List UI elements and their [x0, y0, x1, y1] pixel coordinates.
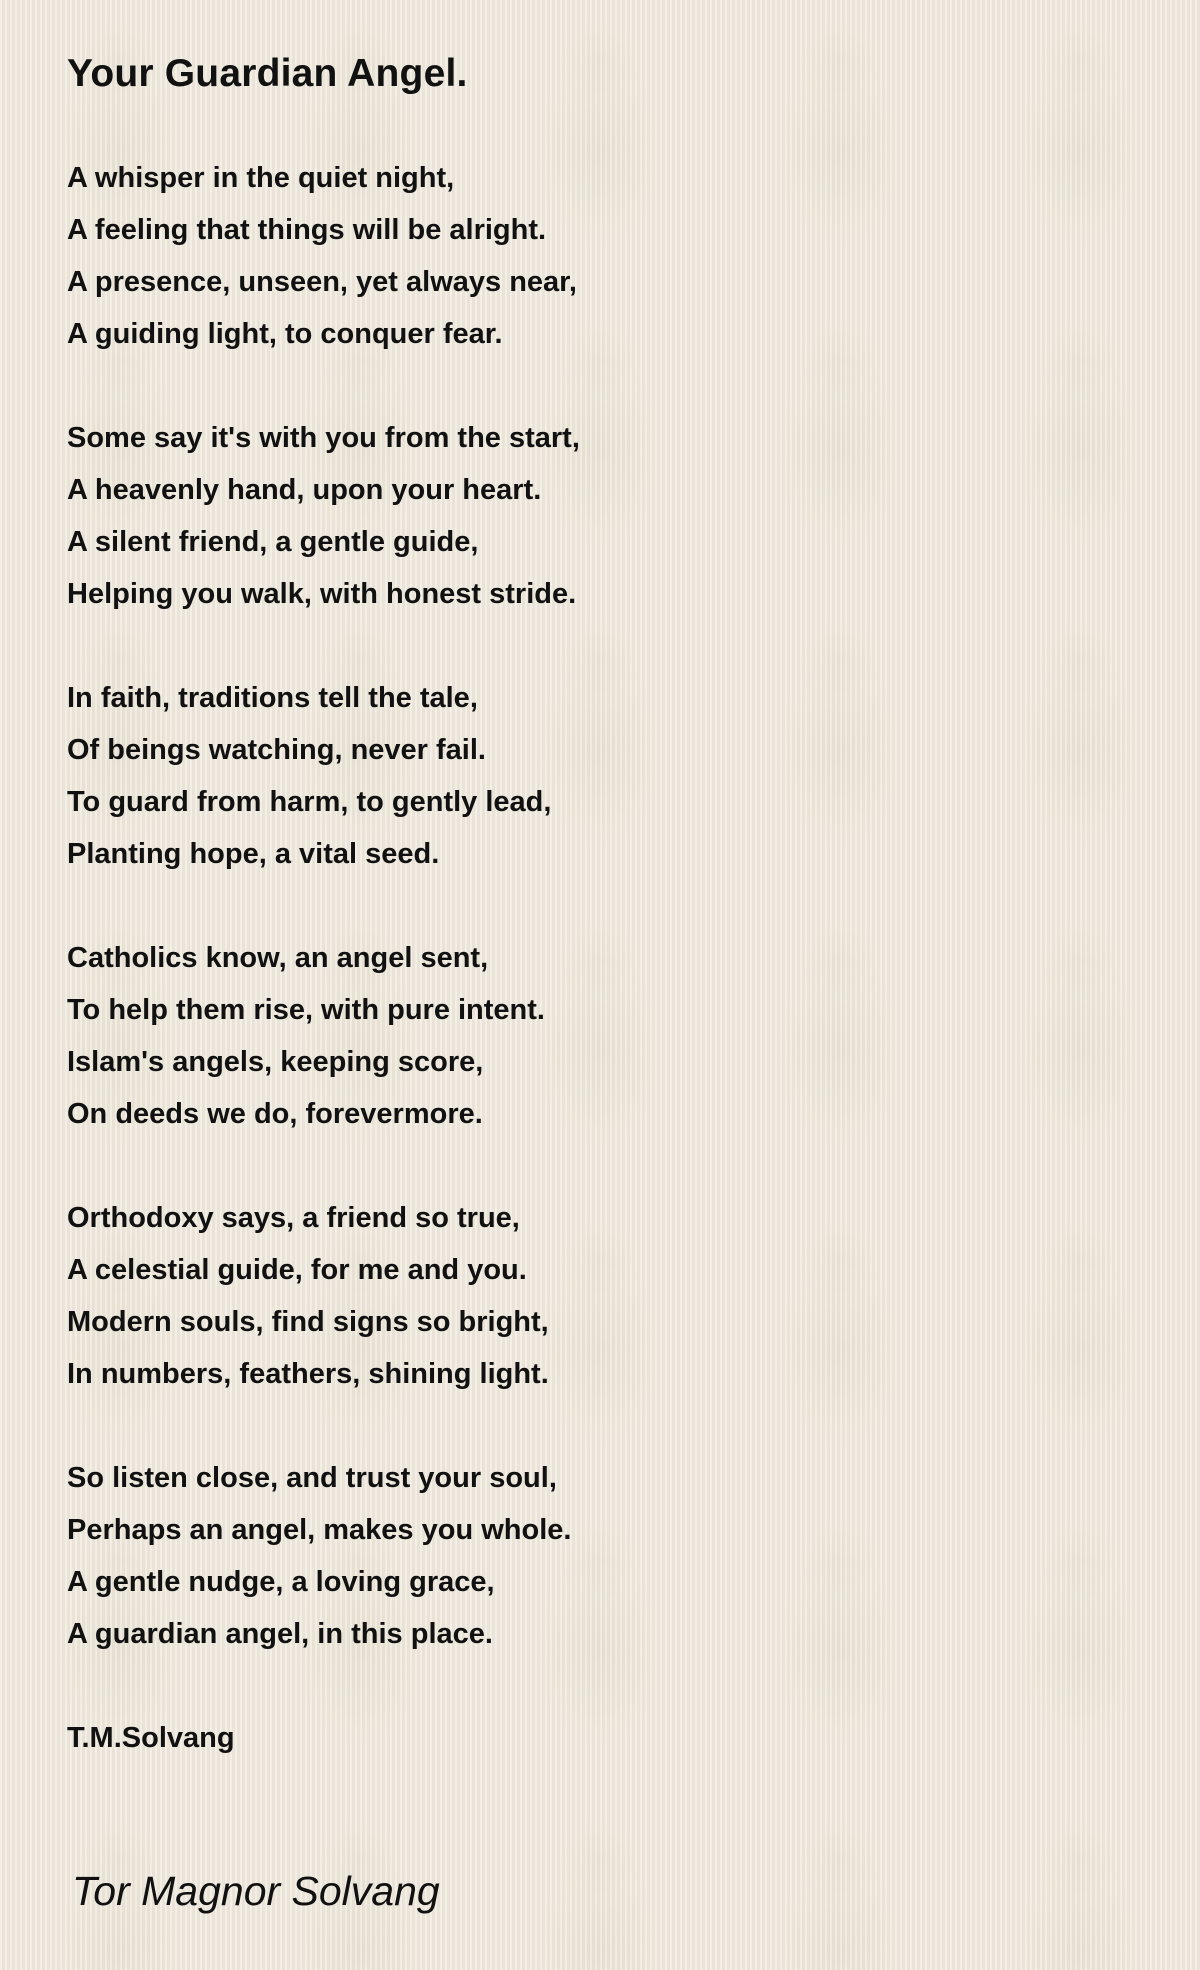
poem-line: A guiding light, to conquer fear. — [67, 318, 503, 350]
poem-line: Orthodoxy says, a friend so true, — [67, 1202, 520, 1234]
stanza-3 — [67, 672, 1067, 880]
stanza-5 — [67, 1192, 1067, 1400]
poem-line: A guardian angel, in this place. — [67, 1618, 493, 1650]
stanza-2 — [67, 412, 1067, 620]
poem-line: Perhaps an angel, makes you whole. — [67, 1514, 572, 1546]
poem-line: A feeling that things will be alright. — [67, 214, 547, 246]
stanza-4 — [67, 932, 1067, 1140]
stanza-6 — [67, 1452, 1067, 1660]
poem-line: Modern souls, find signs so bright, — [67, 1306, 549, 1338]
poet-name: Tor Magnor Solvang — [72, 1868, 440, 1914]
poem-line: A celestial guide, for me and you. — [67, 1254, 527, 1286]
poem-line: Planting hope, a vital seed. — [67, 838, 440, 870]
poem-line: Helping you walk, with honest stride. — [67, 578, 577, 610]
poem-line: A whisper in the quiet night, — [67, 162, 455, 194]
poem-line: Catholics know, an angel sent, — [67, 942, 489, 974]
poem-line: Of beings watching, never fail. — [67, 734, 486, 766]
stanza-1 — [67, 152, 1067, 360]
poem-line: A gentle nudge, a loving grace, — [67, 1566, 495, 1598]
poem-line: In faith, traditions tell the tale, — [67, 682, 478, 714]
poem-line: A presence, unseen, yet always near, — [67, 266, 577, 298]
poem-line: To help them rise, with pure intent. — [67, 994, 545, 1026]
poem-line: On deeds we do, forevermore. — [67, 1098, 483, 1130]
poem-title: Your Guardian Angel. — [67, 52, 468, 95]
poem-line: Some say it's with you from the start, — [67, 422, 580, 454]
poem-signature: T.M.Solvang — [67, 1722, 235, 1754]
poem-line: To guard from harm, to gently lead, — [67, 786, 552, 818]
poem-line: So listen close, and trust your soul, — [67, 1462, 557, 1494]
poem-line: In numbers, feathers, shining light. — [67, 1358, 549, 1390]
poem-line: A heavenly hand, upon your heart. — [67, 474, 542, 506]
poem-line: Islam's angels, keeping score, — [67, 1046, 484, 1078]
poem-line: A silent friend, a gentle guide, — [67, 526, 479, 558]
poem-body — [67, 152, 1067, 1764]
